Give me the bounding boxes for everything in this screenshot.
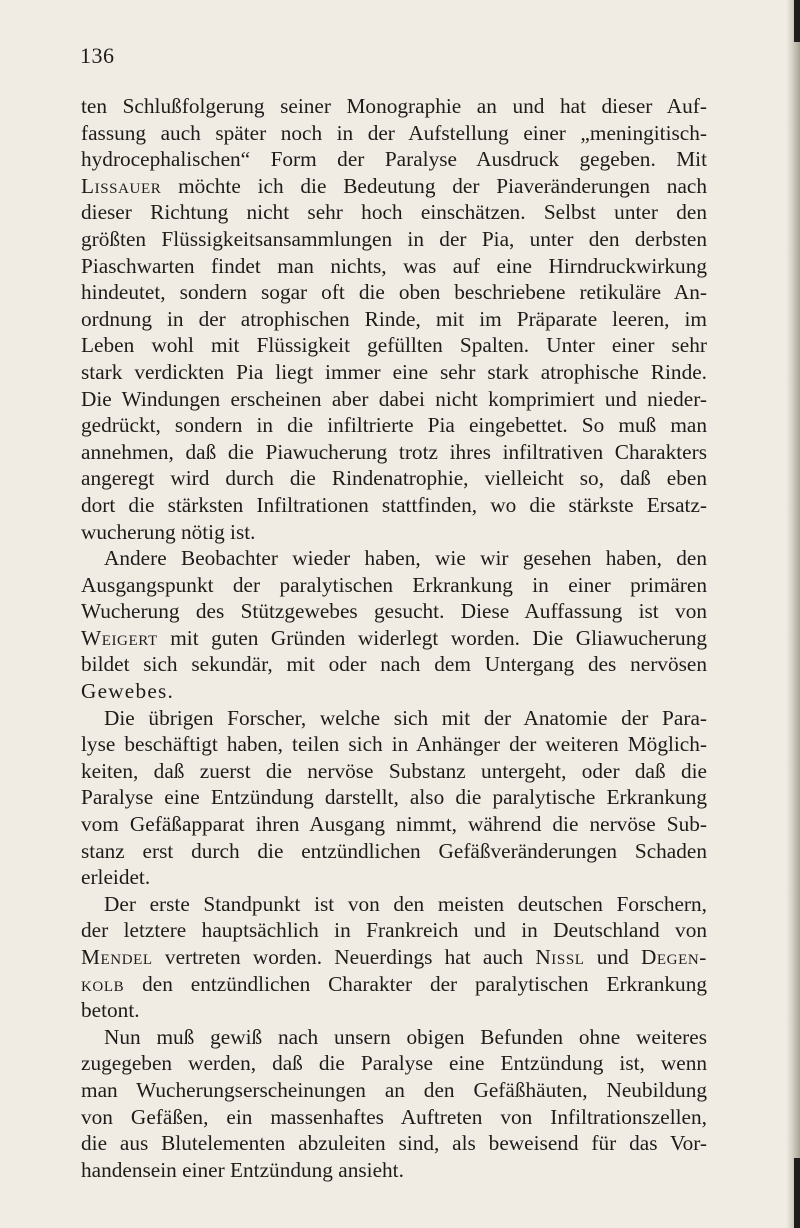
- text-line: Ausgangspunkt der paralytischen Erkrankung in einer primären: [81, 572, 707, 597]
- text-line: Nun muß gewiß nach unsern obigen Befunden ohne weiteres: [104, 1024, 707, 1049]
- text-line: lyse beschäftigt haben, teilen sich in Anhänger der weiteren Möglich-: [81, 732, 707, 757]
- text-line: dort die stärksten Infiltrationen stattfinden, wo die stärkste Ersatz-: [81, 492, 707, 517]
- text-line: Gewebes.: [81, 679, 174, 704]
- author-name-weigert: Weigert: [81, 625, 158, 650]
- text-line: annehmen, daß die Piawucherung trotz ihres infiltrativen Charakters: [81, 439, 707, 464]
- text-line: man Wucherungserscheinungen an den Gefäßhäuten, Neubildung: [81, 1077, 707, 1102]
- text-line: Die Windungen erscheinen aber dabei nicht komprimiert und nieder-: [81, 386, 707, 411]
- text-line: ten Schlußfolgerung seiner Monographie an und hat dieser Auf-: [81, 94, 707, 118]
- text-line: kolb den entzündlichen Charakter der paralytischen Erkrankung: [81, 971, 707, 996]
- text-line: Mendel vertreten worden. Neuerdings hat auch Nissl und Degen-: [81, 945, 707, 969]
- page-number: 136: [80, 43, 115, 68]
- author-name-nissl: Nissl: [535, 945, 585, 969]
- text-line: Lissauer möchte ich die Bedeutung der Piaveränderungen nach: [81, 173, 707, 198]
- page-edge-shadow: [786, 0, 800, 1228]
- text-line: erleidet.: [81, 865, 151, 890]
- text-line: vom Gefäßapparat ihren Ausgang nimmt, während die nervöse Sub-: [81, 812, 707, 837]
- text-line: Die übrigen Forscher, welche sich mit der Anatomie der Para-: [104, 705, 707, 730]
- text-line: die aus Blutelementen abzuleiten sind, als beweisend für das Vor-: [81, 1131, 707, 1156]
- text-line: Der erste Standpunkt ist von den meisten deutschen Forschern,: [104, 891, 707, 916]
- text-line: dieser Richtung nicht sehr hoch einschätzen. Selbst unter den: [81, 200, 707, 225]
- text-line: angeregt wird durch die Rindenatrophie, vielleicht so, daß eben: [81, 466, 707, 491]
- text-line: Weigert mit guten Gründen widerlegt worden. Die Gliawucherung: [81, 625, 707, 650]
- text-line: Paralyse eine Entzündung darstellt, also die paralytische Erkrankung: [81, 785, 707, 810]
- text-line: Piaschwarten findet man nichts, was auf eine Hirndruckwirkung: [81, 253, 707, 278]
- body-text: [81, 93, 707, 1183]
- author-name-degenkolb: Degen-: [640, 945, 707, 969]
- text-line: hindeutet, sondern sogar oft die oben beschriebene retikuläre An-: [81, 280, 707, 305]
- text-line: stanz erst durch die entzündlichen Gefäßveränderungen Schaden: [81, 838, 707, 863]
- text-line: Leben wohl mit Flüssigkeit gefüllten Spalten. Unter einer sehr: [81, 333, 707, 358]
- text-line: von Gefäßen, ein massenhaftes Auftreten von Infiltrationszellen,: [81, 1104, 707, 1129]
- author-name-degenkolb-cont: kolb: [81, 971, 125, 996]
- text-line: betont.: [81, 998, 140, 1023]
- text-line: wucherung nötig ist.: [81, 519, 256, 544]
- page-edge-mark: [794, 1158, 800, 1228]
- text-line: Wucherung des Stützgewebes gesucht. Diese Auffassung ist von: [81, 599, 707, 624]
- text-line: Andere Beobachter wieder haben, wie wir gesehen haben, den: [104, 546, 707, 571]
- text-line: keiten, daß zuerst die nervöse Substanz untergeht, oder daß die: [81, 758, 707, 783]
- text-line: der letztere hauptsächlich in Frankreich und in Deutschland von: [81, 918, 707, 943]
- text-line: ordnung in der atrophischen Rinde, mit im Präparate leeren, im: [81, 306, 707, 331]
- author-name-mendel: Mendel: [81, 945, 153, 969]
- author-name-lissauer: Lissauer: [81, 173, 162, 198]
- text-line: größten Flüssigkeitsansammlungen in der Pia, unter den derbsten: [81, 226, 707, 251]
- text-line: zugegeben werden, daß die Paralyse eine Entzündung ist, wenn: [81, 1051, 707, 1076]
- text-line: handensein einer Entzündung ansieht.: [81, 1157, 404, 1182]
- text-line: bildet sich sekundär, mit oder nach dem Untergang des nervösen: [81, 652, 707, 677]
- text-line: hydrocephalischen“ Form der Paralyse Ausdruck gegeben. Mit: [81, 147, 707, 172]
- text-line: fassung auch später noch in der Aufstellung einer „meningitisch-: [81, 120, 707, 145]
- text-line: stark verdickten Pia liegt immer eine sehr stark atrophische Rinde.: [81, 359, 707, 384]
- page-edge-mark: [794, 0, 800, 42]
- text-line: gedrückt, sondern in die infiltrierte Pia eingebettet. So muß man: [81, 413, 707, 438]
